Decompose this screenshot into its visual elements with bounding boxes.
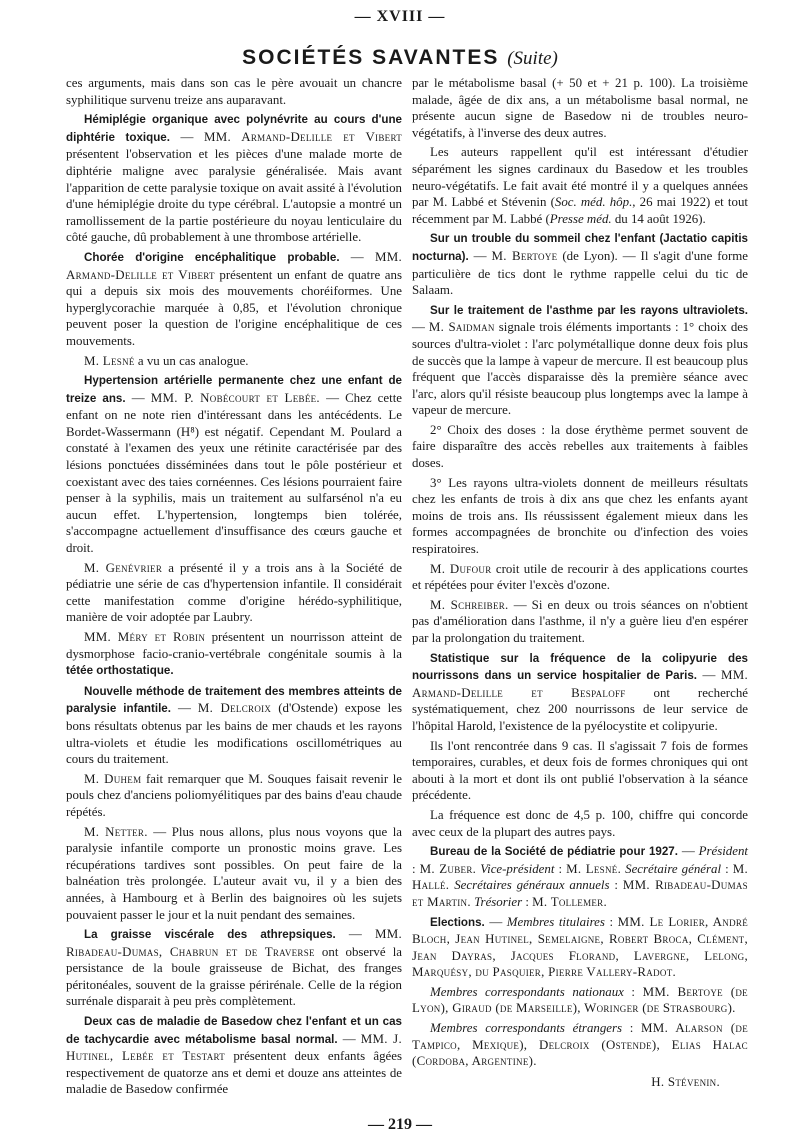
- paragraph: 3° Les rayons ultra-violets donnent de meilleurs résultats chez les enfants de trois à dix ans que chez les enfants ayant moins de trois ans. Ils réussissent également mieux dans les formes accompagnées de bronchite ou d'infection des voies respiratoires.: [412, 475, 748, 557]
- article-title: Sur un trouble du sommeil chez l'enfant (Jactatio capitis nocturna).: [412, 232, 748, 263]
- page-title: [0, 46, 800, 70]
- citation: Soc. méd. hôp.: [554, 195, 633, 210]
- page-number: — 219 —: [368, 1116, 432, 1133]
- authors: M. Bertoye: [491, 248, 558, 263]
- article-text: fait remarquer que M. Souques faisait revenir le pouls chez d'anciens poliomyélitiques par des bains d'eau chaude répétés.: [66, 771, 402, 819]
- article-text: Les auteurs rappellent qu'il est intéressant d'étudier séparément les signes cardinaux du Basedow et les troubles neuro-végétatifs. Le fait avait été montré il y a quelques années par M. Labbé et Stévenin (: [412, 145, 748, 210]
- article-text: du 14 août 1926).: [611, 211, 706, 226]
- article-text: (d'Ostende) expose les bons résultats obtenus par les bains de mer chauds et les rayons ultra-violets et étudie les modifications oscillométriques au cours du traitement.: [66, 701, 402, 767]
- article-title: Bureau de la Société de pédiatrie pour 1927.: [430, 845, 678, 859]
- role-label: Membres titulaires: [506, 914, 605, 929]
- article-text: signale trois éléments importants : 1° choix des sources d'ultra-violet : l'arc polymétallique donne deux fois plus de succès que la lampe à vapeur de mercure. Il est beaucoup plus fréquent que l'accès disparaisse dès la première séance avec l'arc, alors qu'il résiste beaucoup plus longtemps avec la lampe à vapeur de mercure.: [412, 320, 749, 418]
- section-suite: (Suite): [507, 48, 558, 69]
- paragraph: Ils l'ont rencontrée dans 9 cas. Il s'agissait 7 fois de formes temporaires, curables, et deux fois de formes chroniques qui ont abouti à la mort et dont ils ont publié l'observation à la séance précédente.: [412, 738, 748, 803]
- paragraph: [66, 629, 402, 680]
- member-name: M. Zuber.: [419, 861, 477, 876]
- role-label: Président: [698, 844, 748, 859]
- role-label: Vice-président: [480, 861, 555, 876]
- paragraph: [412, 144, 748, 227]
- role-label: Secrétaire général: [625, 861, 722, 876]
- paragraph: Membres correspondants étrangers : MM. Alarson (de Tampico, Mexique), Delcroix (Ostende), Elias Halac (Cordoba, Argentine).: [412, 1021, 748, 1069]
- paragraph: Hypertension artérielle permanente chez une enfant de treize ans. — MM. P. Nobécourt et Lebée. — Chez cette enfant on ne note rien d'intéressant dans les antécédents. Le Bordet-Wassermann (H⁸) est négatif. Cependant M. Poulard a constaté à l'examen des yeux une rétinite caractérisée par des lésions ponctuées disséminées dans tout le pôle postérieur et coexistant avec des taies cornéennes. Ces lésions pourraient faire penser à la syphilis, mais un traitement au sulfarsénol n'a eu aucun effet. L'hypertension, longtemps bien tolérée, s'accompagne actuellement d'insuffisance des cœurs gauche et droit.: [66, 374, 402, 556]
- signature: H. Stévenin.: [651, 1074, 720, 1089]
- paragraph: [66, 560, 402, 626]
- article-text: — Chez cette enfant on ne note rien d'intéressant dans les antécédents. Le Bordet-Wassermann (H⁸) est négatif. Cependant M. Poulard a constaté à l'examen des yeux une rétinite caractérisée par des lésions ponctuées disséminées dans tout le pôle postérieur et coexistant avec des taies cornéennes. Ces lésions pourraient faire penser à la syphilis, mais un traitement au sulfarsénol n'a eu aucun effet. L'hypertension, longtemps bien tolérée, s'accompagne actuellement d'insuffisance des cœurs gauche et droit.: [66, 390, 402, 556]
- citation: Presse méd.: [549, 211, 612, 226]
- role-label: Secrétaires généraux annuels: [454, 878, 610, 893]
- role-label: Membres correspondants étrangers: [430, 1021, 623, 1036]
- article-text: ont recherché systématiquement, chez 200 nourrissons de leur service de l'hôpital Harold, l'existence de la pyélocystite et colipyurie.: [412, 685, 748, 733]
- authors: MM. Armand-Delille et Bespaloff: [412, 668, 748, 700]
- authors: M. Duhem: [84, 771, 142, 786]
- paragraph: ces arguments, mais dans son cas le père avouait un chancre syphilitique survenu treize ans auparavant.: [66, 76, 402, 107]
- article-text: présentent un enfant de quatre ans qui a depuis six mois des mouvements choréiformes. Une hyperglycorachie marquée à 0,85, et l'évolution chronique peuvent poser la question de l'origine encéphalitique de ces mouvements.: [66, 267, 402, 348]
- paragraph: Sur un trouble du sommeil chez l'enfant (Jactatio capitis nocturna). — M. Bertoye (de Lyon). — Il s'agit d'une forme particulière de tics dont le rythme rappelle celui du tic de Salaam.: [412, 232, 749, 298]
- article-text: a vu un cas analogue.: [134, 353, 249, 368]
- paragraph: Nouvelle méthode de traitement des membres atteints de paralysie infantile. — M. Delcroix (d'Ostende) expose les bons résultats obtenus par les bains de mer chauds et les rayons ultra-violets et étudie les modifications oscillométriques au cours du traitement.: [66, 684, 402, 767]
- article-title: Nouvelle méthode de traitement des membres atteints de paralysie infantile.: [66, 684, 402, 716]
- page-marker: — XVIII —: [354, 8, 446, 25]
- paragraph: [66, 353, 402, 370]
- authors: MM. P. Nobécourt et Lebée.: [150, 390, 320, 405]
- member-names: MM. Alarson (de Tampico, Mexique), Delcroix (Ostende), Elias Halac (Cordoba, Argentine).: [412, 1021, 748, 1069]
- article-title: La graisse viscérale des athrepsiques.: [84, 928, 336, 942]
- article-text: présentent l'observation et les pièces d'une malade morte de diphtérie maligne avec paralysie généralisée. Mais avant l'apparition de cette paralysie toxique on avait assité à l'évolution d'une hémiplégie droite du type cérébral. L'autopsie a montré un ramollissement de la partie postérieure du noyau lenticulaire du côté gauche, dû probablement à une thrombose artérielle.: [66, 147, 402, 245]
- right-column: [412, 75, 748, 1090]
- member-names: MM. Le Lorier, André Bloch, Jean Hutinel, Semelaigne, Robert Broca, Clément, Jean Dayras, Jacques Florand, Lavergne, Lelong, Marquésy, du Pasquier, Pierre Vallery-Radot.: [412, 914, 748, 980]
- member-name: M. Hallé.: [412, 861, 748, 893]
- member-name: MM. Ribadeau-Dumas et Martin.: [412, 878, 748, 909]
- article-title: Sur le traitement de l'asthme par les rayons ultraviolets.: [430, 303, 748, 317]
- article-title: Hémiplégie organique avec polynévrite au cours d'une diphtérie toxique.: [66, 113, 402, 144]
- article-text: présentent un nourrisson atteint de dysmorphose facio-cranio-vertébrale congénitale soumis à la: [66, 630, 402, 661]
- article-text: ont observé la persistance de la boule graisseuse de Bichat, des franges péritonéales, souvent de la graisse périrénale. Celle de la région surrénale disparait à peu près complètement.: [66, 944, 403, 1009]
- member-name: M. Tollemer.: [532, 894, 607, 909]
- paragraph: La graisse viscérale des athrepsiques. — MM. Ribadeau-Dumas, Chabrun et de Traverse ont observé la persistance de la boule graisseuse de Bichat, des franges péritonéales, souvent de la graisse périrénale. Celle de la région surrénale disparait à peu près complètement.: [66, 927, 403, 1009]
- paragraph: [66, 771, 402, 821]
- member-names: MM. Bertoye (de Lyon), Giraud (de Marseille), Woringer (de Strasbourg).: [412, 984, 748, 1016]
- paragraph: Statistique sur la fréquence de la colipyurie des nourrissons dans un service hospitalier de Paris. — MM. Armand-Delille et Bespaloff ont recherché systématiquement, chez 200 nourrissons de leur service de l'hôpital Harold, l'existence de la pyélocystite et colipyurie.: [412, 651, 748, 733]
- authors: M. Dufour: [430, 561, 492, 576]
- article-text: — Plus nous allons, plus nous voyons que la paralysie infantile comporte un pronostic moins grave. Les récupérations tardives sont possibles. On peut faire de la balnéation très prolongée. L'auteur avait vu, il y a bien des années, à Hambourg et à Berlin des baignoires où les sujets pouvaient passer le jour et la nuit pendant des semaines.: [66, 824, 402, 922]
- paragraph: Elections. — Membres titulaires : MM. Le Lorier, André Bloch, Jean Hutinel, Semelaigne, Robert Broca, Clément, Jean Dayras, Jacques Florand, Lavergne, Lelong, Marquésy, du Pasquier, Pierre Vallery-Radot.: [412, 914, 748, 980]
- authors: MM. Armand-Delille et Vibert: [204, 129, 403, 144]
- article-title: Statistique sur la fréquence de la colipyurie des nourrissons dans un service hospitalier de Paris.: [412, 651, 748, 683]
- authors: M. Genévrier: [84, 560, 163, 575]
- paragraph: [412, 597, 748, 647]
- authors: M. Netter.: [84, 824, 148, 839]
- article-text: (de Lyon). — Il s'agit d'une forme particulière de tics dont le rythme rappelle celui du tic de Salaam.: [412, 248, 749, 298]
- role-label: Membres correspondants nationaux: [430, 984, 624, 999]
- paragraph: Chorée d'origine encéphalitique probable. — MM. Armand-Delille et Vibert présentent un enfant de quatre ans qui a depuis six mois des mouvements choréiformes. Une hyperglycorachie marquée à 0,85, et l'évolution chronique peuvent poser la question de l'origine encéphalitique de ces mouvements.: [66, 249, 402, 348]
- article-title: Deux cas de maladie de Basedow chez l'enfant et un cas de tachycardie avec métabolisme basal normal.: [66, 1015, 402, 1046]
- article-title: Chorée d'origine encéphalitique probable.: [84, 250, 340, 264]
- paragraph: La fréquence est donc de 4,5 p. 100, chiffre qui concorde avec ceux de la plupart des autres pays.: [412, 807, 748, 839]
- article-title: Hypertension artérielle permanente chez une enfant de treize ans.: [66, 374, 402, 405]
- paragraph: Sur le traitement de l'asthme par les rayons ultraviolets. — M. Saidman signale trois éléments importants : 1° choix des sources d'ultra-violet : l'arc polymétallique donne deux fois plus de succès que la lampe à vapeur de mercure. Il est beaucoup plus fréquent que l'accès disparaisse dès la première séance avec l'arc, alors qu'il résiste beaucoup plus longtemps avec la lampe à vapeur de mercure.: [412, 303, 749, 418]
- section-title: SOCIÉTÉS SAVANTES: [242, 46, 500, 69]
- member-name: M. Lesné.: [566, 861, 622, 876]
- paragraph: Deux cas de maladie de Basedow chez l'enfant et un cas de tachycardie avec métabolisme basal normal. — MM. J. Hutinel, Lebée et Testart présentent deux enfants âgées respectivement de quatorze ans et demi et douze ans atteintes de maladie de Basedow confirmée: [66, 1015, 402, 1097]
- authors: MM. Ribadeau-Dumas, Chabrun et de Traverse: [66, 927, 402, 959]
- article-text: — Si en deux ou trois séances on n'obtient pas d'amélioration dans l'asthme, il n'y a guère lieu d'en espérer par la prolongation du traitement.: [412, 597, 748, 645]
- authors: MM. J. Hutinel, Lebée et Testart: [66, 1031, 402, 1064]
- article-text: , 26 mai 1922) et tout récemment par M. Labbé (: [412, 195, 748, 226]
- paragraph: par le métabolisme basal (+ 50 et + 21 p. 100). La troisième malade, âgée de dix ans, a un métabolisme basal normal, ne présente aucun signe de Basedow ni de troubles neuro-végétatifs, à l'inverse des deux autres.: [412, 76, 748, 140]
- article-text: a présenté il y a trois ans à la Société de pédiatrie une série de cas d'hypertension infantile. Il considérait cette manifestation comme d'origine hérédo-syphilitique, manière de voir adoptée par Laubry.: [66, 560, 403, 625]
- role-label: Trésorier: [474, 894, 523, 909]
- authors: MM. Armand-Delille et Vibert: [66, 249, 402, 282]
- authors: M. Saidman: [428, 320, 495, 335]
- paragraph: Bureau de la Société de pédiatrie pour 1927. — Président : M. Zuber. Vice-président : M. Lesné. Secrétaire général : M. Hallé. Secrétaires généraux annuels : MM. Ribadeau-Dumas et Martin. Trésorier : M. Tollemer.: [412, 844, 748, 909]
- authors: M. Lesné: [84, 353, 135, 368]
- article-title: Elections.: [430, 915, 485, 929]
- authors: M. Delcroix: [197, 701, 272, 716]
- paragraph: 2° Choix des doses : la dose érythème permet souvent de faire disparaître des accès rebelles aux traitements à faibles doses.: [412, 422, 748, 471]
- paragraph: [412, 561, 748, 594]
- authors: M. Schreiber.: [430, 597, 509, 612]
- article-text: présentent deux enfants âgées respectivement de quatorze ans et demi et douze ans atteintes de maladie de Basedow confirmée: [66, 1049, 402, 1097]
- paragraph: Hémiplégie organique avec polynévrite au cours d'une diphtérie toxique. — MM. Armand-Delille et Vibert présentent l'observation et les pièces d'une malade morte de diphtérie maligne avec paralysie généralisée. Mais avant l'apparition de cette paralysie toxique on avait assité à l'évolution d'une hémiplégie droite du type cérébral. L'autopsie a montré un ramollissement de la partie postérieure du noyau lenticulaire du côté gauche, dû probablement à une thrombose artérielle.: [66, 113, 403, 245]
- emphasis: tétée orthostatique.: [66, 664, 174, 678]
- authors: MM. Méry et Robin: [84, 630, 206, 644]
- paragraph: [66, 824, 402, 924]
- paragraph: Membres correspondants nationaux : MM. Bertoye (de Lyon), Giraud (de Marseille), Woringer (de Strasbourg).: [412, 984, 748, 1016]
- left-column: [66, 75, 402, 1101]
- article-text: croit utile de recourir à des applications courtes et répétées pour éviter l'excès d'ozone.: [412, 561, 748, 593]
